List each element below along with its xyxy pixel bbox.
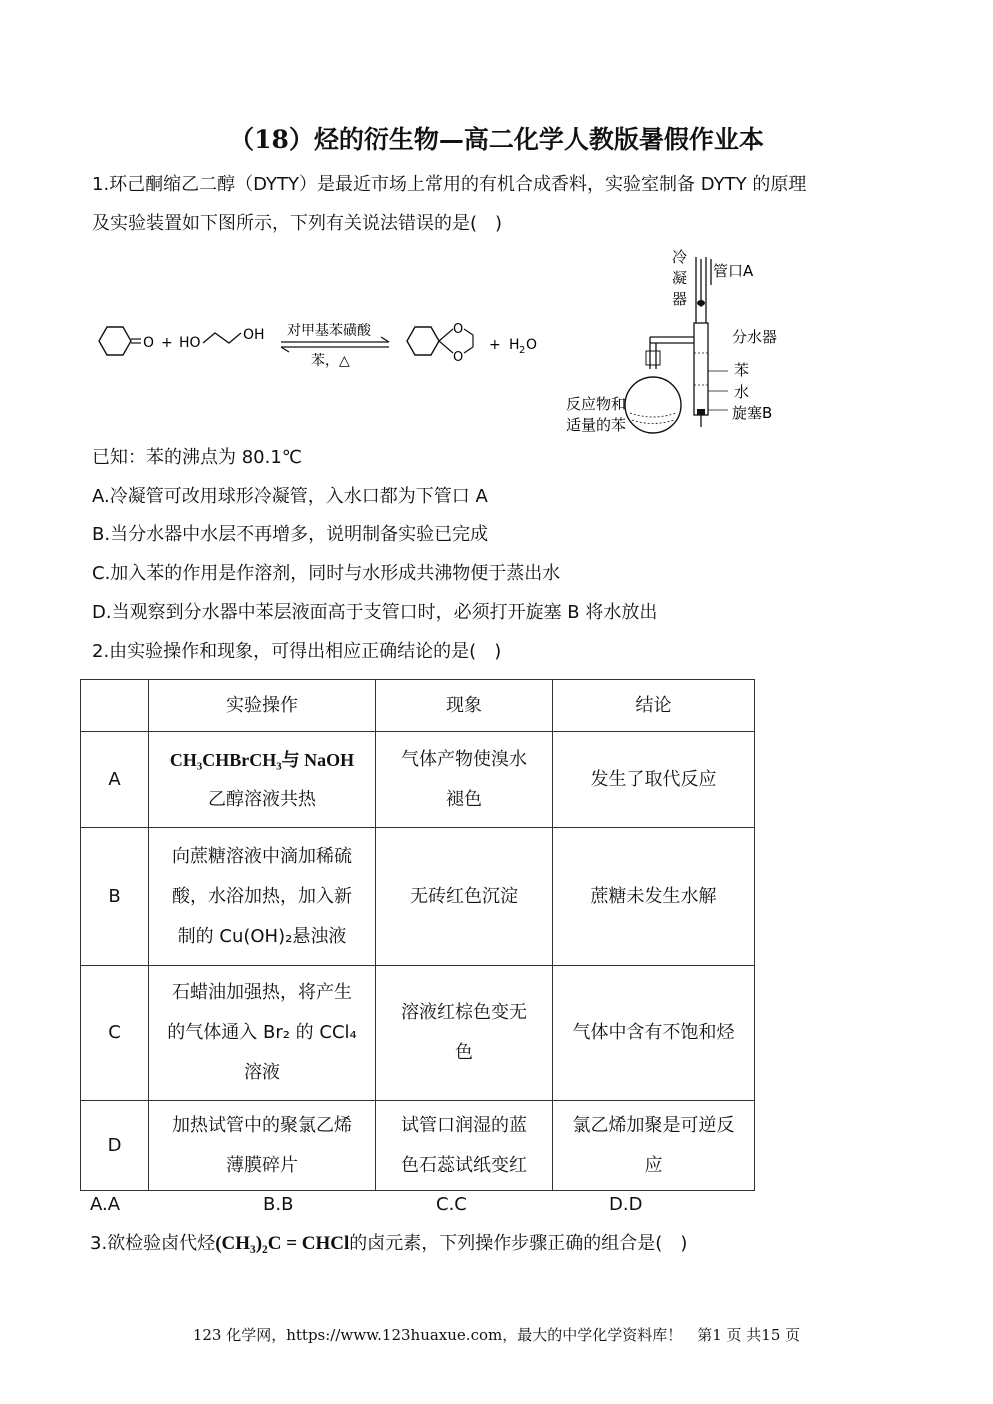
q2-answer-c: C.C: [436, 1194, 467, 1215]
q3-formula: (CH₃)₂C = CHCl: [215, 1233, 350, 1254]
q1-stem-line1: 1.环己酮缩乙二醇（DYTY）是最近市场上常用的有机合成香料，实验室制备 DYTY 的原理: [92, 174, 807, 195]
q1-option-a: A.冷凝管可改用球形冷凝管，入水口都为下管口 A: [92, 486, 488, 507]
operation-line: CH₃CHBrCH₃与 NaOH: [169, 749, 355, 770]
q1-option-d: D.当观察到分水器中苯层液面高于支管口时，必须打开旋塞 B 将水放出: [92, 602, 658, 623]
table-row: [81, 732, 755, 828]
water-o: O: [526, 337, 538, 353]
conclusion-line: 氯乙烯加聚是可逆反: [572, 1114, 735, 1136]
apparatus-diagram: [560, 245, 800, 440]
operation-line: 的气体通入 Br₂ 的 CCl₄: [167, 1022, 357, 1043]
water-h: H: [509, 337, 520, 353]
water-subscript: 2: [519, 345, 526, 356]
operation-line: 溶液: [244, 1062, 280, 1083]
row-conclusion: 蔗糖未发生水解: [553, 828, 755, 966]
table-header-row: [81, 680, 755, 732]
q2-table: [80, 679, 755, 1191]
stopcock-label: 旋塞B: [732, 404, 773, 422]
phenomenon-line: 褪色: [446, 788, 482, 810]
condenser-label-1: 冷: [672, 248, 688, 266]
operation-line: 薄膜碎片: [226, 1154, 298, 1176]
phenomenon-line: 溶液红棕色变无: [401, 1002, 527, 1023]
ring-o-top: O: [453, 322, 464, 337]
row-conclusion: 气体中含有不饱和烃: [553, 966, 755, 1101]
oh-group: OH: [243, 327, 265, 343]
phenomenon-line: 色石蕊试纸变红: [401, 1154, 527, 1176]
q2-stem: 2.由实验操作和现象，可得出相应正确结论的是( ): [92, 641, 502, 662]
row-conclusion: [553, 1101, 755, 1191]
page-footer: 123 化学网，https://www.123huaxue.com，最大的中学化学资料库！ 第1 页 共15 页: [192, 1326, 801, 1344]
table-row: [81, 828, 755, 966]
header-conclusion: 结论: [553, 680, 755, 732]
catalyst-label: 对甲基苯磺酸: [287, 323, 371, 339]
page-title: （18）烃的衍生物—高二化学人教版暑假作业本: [229, 125, 764, 154]
operation-line: 酸，水浴加热，加入新: [172, 885, 352, 907]
flask-label-2: 适量的苯: [566, 416, 627, 434]
row-phenomenon: 无砖红色沉淀: [376, 828, 553, 966]
flask: [625, 377, 681, 433]
row-label: D: [81, 1101, 149, 1191]
row-operation: [149, 828, 376, 966]
operation-line: 向蔗糖溶液中滴加稀硫: [172, 845, 352, 867]
ring-o-bottom: O: [453, 350, 464, 365]
row-label: B: [81, 828, 149, 966]
reaction-scheme: [85, 315, 555, 385]
row-phenomenon: [376, 732, 553, 828]
q1-option-c: C.加入苯的作用是作溶剂，同时与水形成共沸物便于蒸出水: [92, 563, 561, 584]
q1-option-b: B.当分水器中水层不再增多，说明制备实验已完成: [92, 524, 489, 545]
q2-answer-a: A.A: [90, 1194, 121, 1215]
table-row: [81, 1101, 755, 1191]
q2-answer-d: D.D: [609, 1194, 643, 1215]
operation-line: 乙醇溶液共热: [208, 788, 316, 810]
conditions-label: 苯，△: [311, 353, 350, 369]
row-conclusion: 发生了取代反应: [553, 732, 755, 828]
product-ring: [407, 327, 439, 355]
row-label: C: [81, 966, 149, 1101]
q1-stem-line2: 及实验装置如下图所示，下列有关说法错误的是( ): [92, 213, 503, 234]
row-operation: [149, 966, 376, 1101]
ketone-o: O: [143, 335, 155, 351]
row-operation: [149, 732, 376, 828]
row-phenomenon: [376, 1101, 553, 1191]
plus-sign-2: +: [489, 337, 501, 353]
row-label: A: [81, 732, 149, 828]
conclusion-line: 应: [644, 1154, 663, 1176]
separator-body: [694, 323, 708, 415]
operation-line: 石蜡油加强热，将产生: [172, 982, 352, 1003]
q3-stem-post: 的卤元素，下列操作步骤正确的组合是( ): [349, 1233, 688, 1254]
phenomenon-line: 气体产物使溴水: [401, 748, 527, 770]
benzene-layer-label: 苯: [734, 361, 750, 379]
operation-line: 加热试管中的聚氯乙烯: [172, 1114, 352, 1136]
row-phenomenon: [376, 966, 553, 1101]
condenser-label-3: 器: [672, 290, 688, 308]
q3-stem-pre: 3.欲检验卤代烃: [90, 1233, 216, 1254]
q2-answer-b: B.B: [263, 1194, 294, 1215]
header-blank: [81, 680, 149, 732]
phenomenon-line: 试管口润湿的蓝: [401, 1114, 527, 1136]
separator-label: 分水器: [732, 328, 778, 346]
water-layer-label: 水: [734, 383, 750, 401]
ethylene-chain: [203, 333, 241, 343]
ho-group: HO: [179, 335, 201, 351]
operation-line: 制的 Cu(OH)₂悬浊液: [177, 925, 347, 947]
header-phenomenon: 现象: [376, 680, 553, 732]
table-row: [81, 966, 755, 1101]
q1-known: 已知：苯的沸点为 80.1℃: [92, 447, 303, 468]
header-operation: 实验操作: [149, 680, 376, 732]
phenomenon-line: 色: [455, 1042, 473, 1063]
cyclohexanone-ring: [99, 327, 131, 355]
row-operation: [149, 1101, 376, 1191]
q3-stem: [90, 1225, 687, 1263]
plus-sign-1: +: [161, 335, 173, 351]
flask-label-1: 反应物和: [566, 395, 627, 413]
condenser-label-2: 凝: [672, 269, 688, 287]
pipe-a-label: 管口A: [713, 262, 754, 280]
